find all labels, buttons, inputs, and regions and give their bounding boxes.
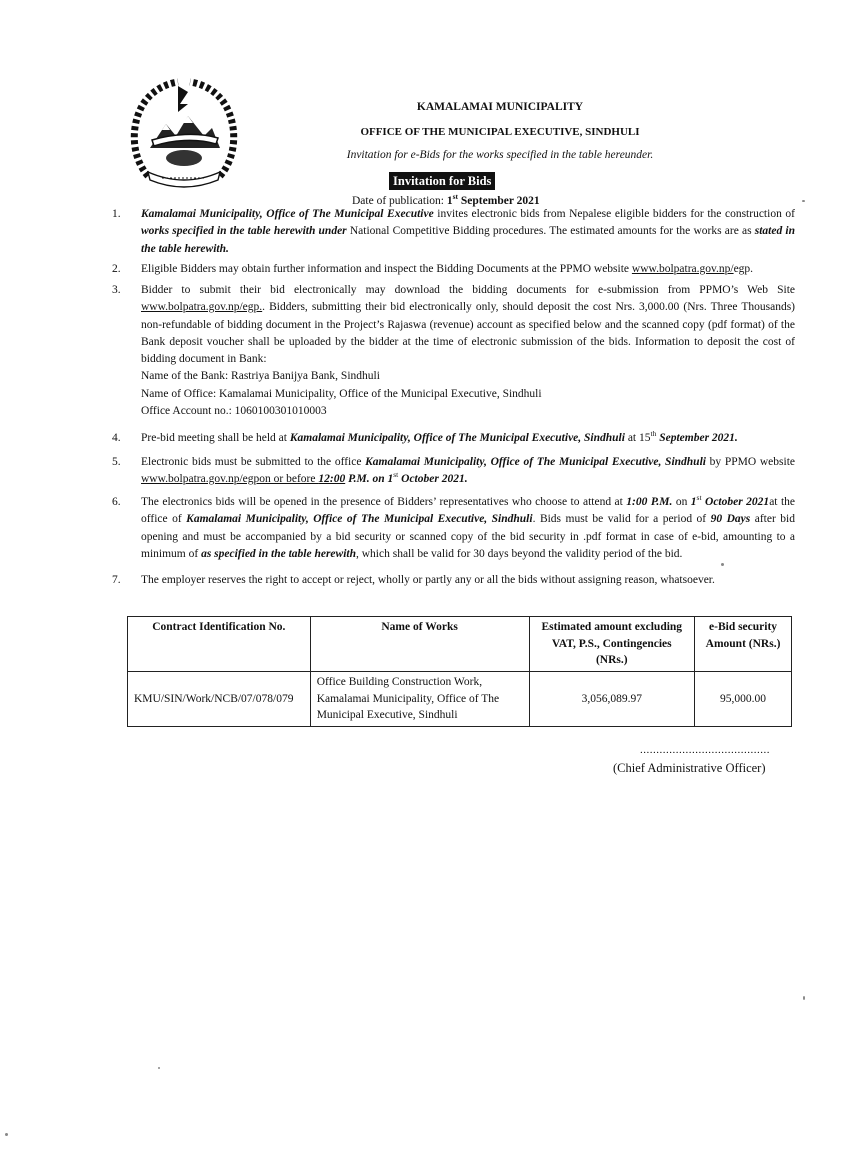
scan-speck	[5, 1133, 8, 1136]
text-segment: on	[672, 496, 691, 508]
signature-line: ........................................	[640, 744, 770, 756]
text-segment: by PPMO website	[705, 456, 795, 468]
text-segment: 90 Days	[710, 513, 751, 526]
item-text	[141, 430, 795, 447]
organization-name: KAMALAMAI MUNICIPALITY	[416, 101, 584, 113]
text-segment: Kamalamai Municipality, Office of The Municipal Executive	[141, 208, 434, 220]
text-segment: stated in the table herewith.	[141, 225, 795, 255]
item-number: 7.	[112, 574, 121, 586]
item-number: 4.	[112, 432, 121, 444]
text-segment: The electronics bids will be opened in the presence of Bidders’ representatives who choose to attend at	[141, 496, 627, 508]
text-segment: October 2021	[701, 496, 770, 508]
item-number: 5.	[112, 456, 121, 468]
text-segment: Kamalamai Municipality, Office of The Municipal Executive, Sindhuli	[365, 456, 706, 468]
bid-security-cell: 95,000.00	[695, 672, 792, 727]
text-segment: 1	[387, 473, 394, 486]
invitation-subtitle: Invitation for e-Bids for the works specified in the table hereunder.	[346, 149, 654, 161]
item-number: 6.	[112, 496, 121, 508]
table-row	[128, 672, 792, 727]
text-segment: National Competitive Bidding procedures. The estimated amounts for the works are as	[346, 225, 755, 238]
text-segment: 12:00	[318, 473, 346, 486]
text-segment: th	[650, 429, 657, 439]
office-account-number: Office Account no.: 1060100301010003	[141, 404, 327, 417]
text-segment: after bid opening and must be accompanied by a bid security or scanned copy of the bid security in .pdf format in case of e-bid, amounting to a minimum of	[141, 513, 795, 560]
bank-name: Name of the Bank: Rastriya Banijya Bank, Sindhuli	[141, 370, 380, 383]
text-segment: . Bids must be valid for a period of	[532, 513, 711, 526]
list-item	[105, 572, 795, 589]
text-segment: Eligible Bidders may obtain further information and inspect the Bidding Documents at the PPMO website	[141, 263, 632, 275]
item-number: 2.	[112, 263, 121, 275]
item-text	[141, 261, 795, 278]
text-segment: at the office of	[141, 496, 796, 526]
name-of-works-cell: Office Building Construction Work, Kamalamai Municipality, Office of The Municipal Executive, Sindhuli	[310, 672, 529, 727]
contract-id-cell: KMU/SIN/Work/NCB/07/078/079	[128, 672, 311, 727]
scan-speck	[803, 996, 805, 1000]
text-segment: October 2021.	[398, 473, 468, 486]
text-segment: st	[393, 470, 399, 480]
publication-date-month-year: September 2021	[458, 195, 540, 207]
text-segment: www.bolpatra.gov.np/egpon or before	[141, 473, 319, 486]
column-header-name-of-works: Name of Works	[310, 617, 529, 672]
text-segment: invites electronic bids from Nepalese eligible bidders for the construction of	[433, 208, 795, 220]
bank-details	[141, 368, 795, 420]
text-segment: Kamalamai Municipality, Office of The Municipal Executive, Sindhuli	[186, 513, 533, 526]
text-segment: Electronic bids must be submitted to the office	[141, 456, 366, 468]
item-text	[141, 494, 795, 563]
column-header-contract-id: Contract Identification No.	[128, 617, 311, 672]
text-segment: at 15	[624, 432, 651, 444]
text-segment: www.bolpatra.gov.np/	[631, 263, 734, 275]
list-item	[105, 206, 795, 258]
item-text	[141, 454, 795, 489]
item-text	[141, 282, 795, 368]
text-segment: 1	[690, 496, 697, 508]
office-name-line: Name of Office: Kamalamai Municipality, Office of the Municipal Executive, Sindhuli	[141, 387, 542, 400]
text-segment: as specified in the table herewith	[201, 547, 356, 560]
publication-date-label: Date of publication:	[352, 195, 447, 207]
scan-speck	[158, 1067, 160, 1069]
list-item	[105, 494, 795, 563]
text-segment: . Bidders, submitting their bid electronically only, should deposit the cost Nrs. 3,000.00 (Nrs. Three Thousands) non-refundable of bidding document in the Project’s Rajaswa (revenue) account as specified below and the scanned copy (pdf format) of the Bank deposit voucher shall be uploaded by the bidder at the time of electronic submission of the bids. Information to deposit the cost of bidding document in Bank:	[141, 301, 795, 365]
item-number: 3.	[112, 284, 121, 296]
column-header-bid-security: e-Bid security Amount (NRs.)	[695, 617, 792, 672]
text-segment: st	[696, 493, 702, 503]
text-segment: The employer reserves the right to accept or reject, wholly or partly any or all the bids without assigning reason, whatsoever.	[141, 574, 715, 586]
text-segment: , which shall be valid for 30 days beyond the validity period of the bid.	[356, 547, 683, 560]
text-segment: September 2021.	[659, 432, 738, 444]
list-item	[105, 261, 795, 278]
text-segment: www.bolpatra.gov.np/egp.	[141, 301, 263, 314]
item-number: 1.	[112, 208, 121, 220]
scan-speck	[721, 563, 724, 566]
column-header-estimated-amount: Estimated amount excluding VAT, P.S., Contingencies (NRs.)	[529, 617, 695, 672]
municipal-emblem-logo	[128, 78, 240, 190]
text-segment: egp.	[733, 263, 754, 275]
text-segment: 1:00 P.M.	[626, 496, 673, 508]
estimated-amount-cell: 3,056,089.97	[529, 672, 695, 727]
invitation-banner: Invitation for Bids	[389, 172, 495, 190]
item-text	[141, 206, 795, 258]
list-item	[105, 282, 795, 420]
text-segment: Pre-bid meeting shall be held at	[141, 432, 290, 444]
text-segment: works specified in the table herewith under	[141, 225, 347, 238]
text-segment: P.M. on	[345, 473, 388, 486]
list-item	[105, 454, 795, 489]
list-item	[105, 430, 795, 447]
signatory-title: (Chief Administrative Officer)	[613, 761, 766, 775]
scan-speck	[802, 200, 805, 202]
table-header-row	[128, 617, 792, 672]
publication-date-suffix: st	[452, 192, 459, 202]
works-table	[127, 616, 792, 727]
office-name: OFFICE OF THE MUNICIPAL EXECUTIVE, SINDHULI	[360, 126, 640, 138]
publication-date-day: 1	[446, 195, 453, 207]
text-segment: Kamalamai Municipality, Office of The Municipal Executive, Sindhuli	[289, 432, 625, 444]
text-segment: Bidder to submit their bid electronically may download the bidding documents for e-submission from PPMO’s Web Site	[141, 284, 795, 296]
item-text	[141, 572, 795, 589]
